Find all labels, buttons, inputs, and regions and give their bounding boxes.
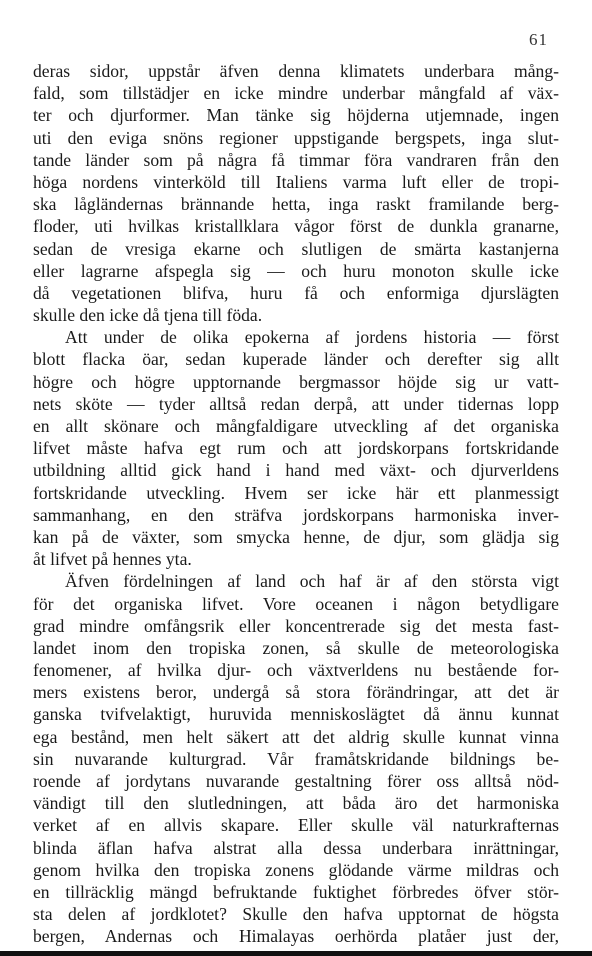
text-line: genom hvilka den tropiska zonens glödande värme mildras och xyxy=(33,859,559,880)
text-line: kan på de växter, som smycka henne, de djur, som glädja sig xyxy=(33,526,559,547)
text-line: ter och djurformer. Man tänke sig höjderna utjemnade, ingen xyxy=(33,105,559,126)
body-text xyxy=(33,60,559,948)
text-line: eller lagrarne afspegla sig — och huru monoton skulle icke xyxy=(33,260,559,281)
text-line: vändigt till den slutledningen, att båda äro det harmoniska xyxy=(33,793,559,814)
text-line: sedan de vresiga ekarne och slutligen de smärta kastanjerna xyxy=(33,238,559,259)
page-number: 61 xyxy=(529,30,548,49)
text-line: utbildning alltid gick hand i hand med växt- och djurverldens xyxy=(33,460,559,481)
text-line: en allt skönare och mångfaldigare utveckling af det organiska xyxy=(33,416,559,436)
text-line: höga nordens vinterköld till Italiens varma luft eller de tropi- xyxy=(33,171,559,192)
text-line: Att under de olika epokerna af jordens historia — först xyxy=(65,327,559,348)
text-line: mers existens beror, undergå så stora förändringar, att det är xyxy=(33,682,559,703)
text-line: högre och högre upptornande bergmassor höjde sig ur vatt- xyxy=(33,371,559,392)
text-line: ganska tvifvelaktigt, huruvida menniskoslägtet då ännu kunnat xyxy=(33,704,559,725)
text-line: för det organiska lifvet. Vore oceanen i någon betydligare xyxy=(33,593,559,614)
text-line: landet inom den tropiska zonen, så skulle de meteorologiska xyxy=(33,637,559,658)
text-line: deras sidor, uppstår äfven denna klimatets underbara mång- xyxy=(33,61,559,81)
text-line: då vegetationen blifva, huru få och enformiga djurslägten xyxy=(33,282,559,303)
text-line: bergen, Andernas och Himalayas oerhörda platåer just der, xyxy=(33,926,559,947)
text-line: ska lågländernas brännande hetta, inga raskt framilande berg- xyxy=(33,194,559,215)
text-line: nets sköte — tyder alltså redan derpå, att under tidernas lopp xyxy=(33,393,559,414)
text-line: uti den eviga snöns regioner uppstigande bergspets, inga slut- xyxy=(33,127,559,148)
text-line: en tillräcklig mängd befruktande fuktighet förbredes öfver stör- xyxy=(33,881,559,902)
text-line: floder, uti hvilkas kristallklara vågor först de dunkla granarne, xyxy=(33,216,559,237)
text-line: grad mindre omfångsrik eller koncentrerade sig det mesta fast- xyxy=(33,615,559,636)
text-line: fald, som tillstädjer en icke mindre underbar mångfald af väx- xyxy=(33,83,559,104)
text-line: blinda äflan hafva alstrat alla dessa underbara inrättningar, xyxy=(33,837,559,858)
text-line: åt lifvet på hennes yta. xyxy=(33,549,192,570)
text-line: Äfven fördelningen af land och haf är af den största vigt xyxy=(65,571,559,592)
text-line: roende af jordytans nuvarande gestaltning förer oss alltså nöd- xyxy=(33,771,559,791)
text-line: lifvet måste hafva egt rum och att jordskorpans fortskridande xyxy=(33,438,559,459)
text-line: fenomener, af hvilka djur- och växtverldens nu bestående for- xyxy=(33,660,559,681)
text-line: sta delen af jordklotet? Skulle den hafva upptornat de högsta xyxy=(33,904,559,925)
text-line: skulle den icke då tjena till föda. xyxy=(33,305,263,326)
text-line: verket af en allvis skapare. Eller skulle väl naturkrafternas xyxy=(33,815,559,836)
text-line: tande länder som på några få timmar föra vandraren från den xyxy=(33,149,559,170)
text-line: sammanhang, en den sträfva jordskorpans harmoniska inver- xyxy=(33,504,559,525)
scan-edge-bar xyxy=(0,951,592,956)
text-line: fortskridande utveckling. Hvem ser icke här ett planmessigt xyxy=(33,482,559,503)
text-line: ega bestånd, men helt säkert att det aldrig skulle kunnat vinna xyxy=(33,726,559,747)
text-line: sin nuvarande kulturgrad. Vår framåtskridande bildnings be- xyxy=(33,748,559,769)
text-line: blott flacka öar, sedan kuperade länder och derefter sig allt xyxy=(33,349,559,370)
